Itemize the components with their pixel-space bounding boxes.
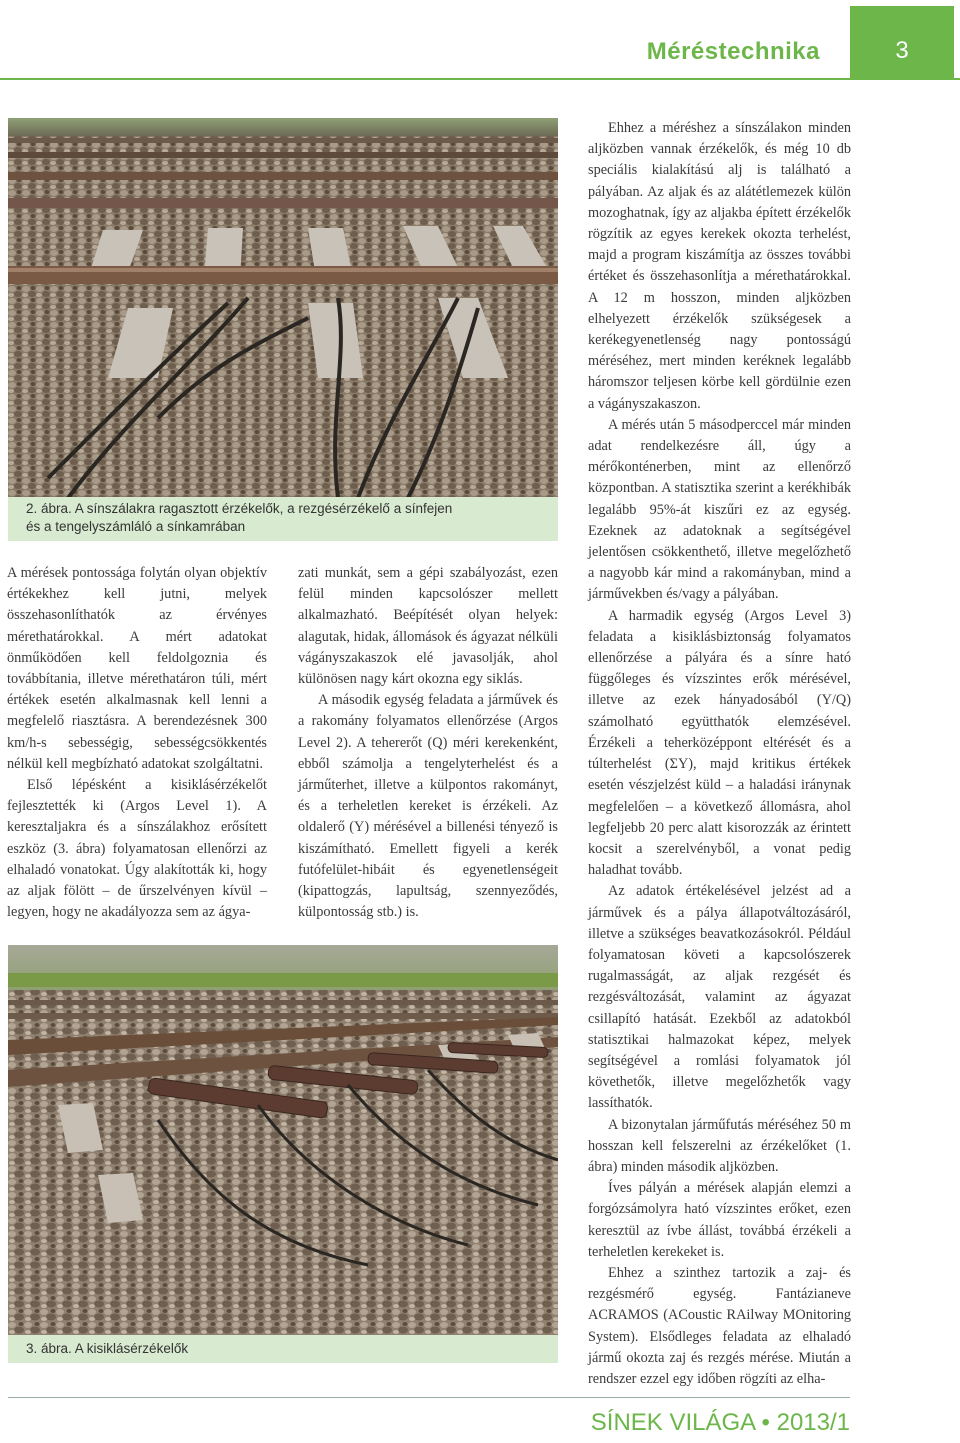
figure2-photo (8, 118, 558, 498)
magazine-name: SÍNEK VILÁGA (590, 1409, 755, 1436)
paragraph: A mérés után 5 másodperccel már minden adat rendelkezésre áll, úgy a mérőkonténerben, mint az ellenőrző központban. A statisztika szerint a kerékhibák legalább 95%-át kiszűri ez az egység. Ezeknek az adatoknak a segítségével jelentősen csökkenthető, illetve megelőzhető a nagyobb kár mind a rakományban, mind a járművekben és/vagy a pályában. (588, 416, 851, 603)
figure2-caption-line1: 2. ábra. A sínszálakra ragasztott érzékelők, a rezgésérzékelő a sínfejen (26, 501, 453, 516)
paragraph: Az adatok értékelésével jelzést ad a járművek és a pálya állapotváltozásáról, illetve a szükséges beavatkozásokról. Például folyamatosan követi a kapcsolószerek rugalmasságát, az aljak rezgését és rezgésváltozását, valamint az ágyazat csillapító hatását. Ezekből az adatokból statisztikai halmazokat képez, melyek segítségével a romlási folyamatok jól követhetők, illetve megelőzhetők vagy lassíthatók. (588, 883, 851, 1112)
page-number-box (850, 6, 954, 80)
paragraph: Íves pályán a mérések alapján elemzi a forgózsámolyra ható vízszintes erőket, ezen keresztül az ívbe állást, továbbá érzékeli a terheletlen kerekeket is. (588, 1180, 851, 1260)
header-rule (0, 78, 960, 80)
paragraph: Ehhez a méréshez a sínszálakon minden aljközben vannak érzékelők, és még 10 db speciális kialakítású alj is található a pályában. Az aljak és az alátétlemezek külön mozoghatnak, így az aljakba épített érzékelők rögzítik az egyes kerekek okozta terhelést, majd a program kiszámítja az összes további értéket és összehasonlítja a mérethatárokkal. A 12 m hosszon, minden aljközben elhelyezett érzékelők szükségesek a kerékegyenetlenség nagy pontosságú méréséhez, mert minden keréknek legalább háromszor teljesen körbe kell gördülnie ezen a vágányszakaszon. (588, 120, 851, 412)
paragraph: zati munkát, sem a gépi szabályozást, ezen felül minden kapcsolószer mellett alkalmazható. Beépítését olyan helyek: alagutak, hidak, állomások és ágyazat nélküli vágányszakaszok elé javasolják, ahol különösen nagy kárt okozna egy siklás. (298, 565, 558, 688)
footer-rule (8, 1397, 850, 1398)
figure2-caption-line2: és a tengelyszámláló a sínkamrában (26, 519, 246, 534)
footer (580, 1408, 850, 1438)
middle-column (298, 563, 558, 923)
page-number: 3 (895, 37, 909, 64)
section-title: Méréstechnika (646, 38, 820, 65)
paragraph: A mérések pontossága folytán olyan objektív értékekhez kell jutni, melyek összehasonlíthatók az érvényes mérethatárokkal. A mért adatokat önműködően kell feldolgoznia és továbbítania, illetve mérethatáron túli, mért értékek esetén alkalmasnak kell lenni a megfelelő riasztásra. A berendezésnek 300 km/h-s sebességig, sebességcsökkentés nélkül kell megbízható adatokat szolgáltatni. (7, 565, 267, 772)
issue-number: 2013/1 (776, 1409, 850, 1436)
paragraph: Első lépésként a kisiklásérzékelőt fejlesztették ki (Argos Level 1). A keresztaljakra és a sínszálakhoz erősített eszköz (3. ábra) folyamatosan ellenőrzi az elhaladó vonatokat. Úgy alakították ki, hogy az aljak fölött – de űrszelvényen kívül – legyen, hogy ne akadályozza sem az ágya- (7, 777, 267, 921)
footer-separator: • (761, 1409, 770, 1436)
paragraph: Ehhez a szinthez tartozik a zaj- és rezgésmérő egység. Fantázianeve ACRAMOS (ACoustic RAilway MOnitoring System). Elsődleges feladata az elhaladó jármű okozta zaj és rezgés mérése. Miután a rendszer ezzel egy időben rögzíti az elha- (588, 1264, 851, 1387)
figure3-photo (8, 945, 558, 1335)
paragraph: A második egység feladata a járművek és a rakomány folyamatos ellenőrzése (Argos Level 2). A tehererőt (Q) méri kerekenként, ebből számolja a tengelyterhelést és a járműterhet, illetve a külpontos rakományt, és a terheletlen kereket is érzékeli. Az oldalerő (Y) mérésével a billenési tényező is kiszámítható. Emellett figyeli a kerék futófelület-hibáit és egyenetlenségeit (kipattogzás, lapultság, szennyeződés, külpontosság stb.) is. (298, 692, 558, 921)
paragraph: A bizonytalan járműfutás méréséhez 50 m hosszan kell felszerelni az érzékelőket (1. ábra) minden második aljközben. (588, 1116, 851, 1175)
right-column (588, 118, 851, 1390)
figure2-caption (8, 497, 558, 541)
paragraph: A harmadik egység (Argos Level 3) feladata a kisiklásbiztonság folyamatos ellenőrzése a pályára és a sínre ható függőleges és vízszintes erők mérésével, illetve az ezek hányadosából (Y/Q) számolható együtthatók elemzésével. Érzékeli a teherközéppont eltérését és a túlterhelést (ΣY), majd kritikus értékek esetén vészjelzést küld – a haladási iránynak megfelelően – a következő állomásra, ahol legfeljebb 20 perc alatt kisorozzák az érintett kocsit a szerelvényből, a vonat pedig haladhat tovább. (588, 607, 851, 879)
left-column (7, 563, 267, 923)
figure3-caption: 3. ábra. A kisiklásérzékelők (8, 1335, 558, 1363)
